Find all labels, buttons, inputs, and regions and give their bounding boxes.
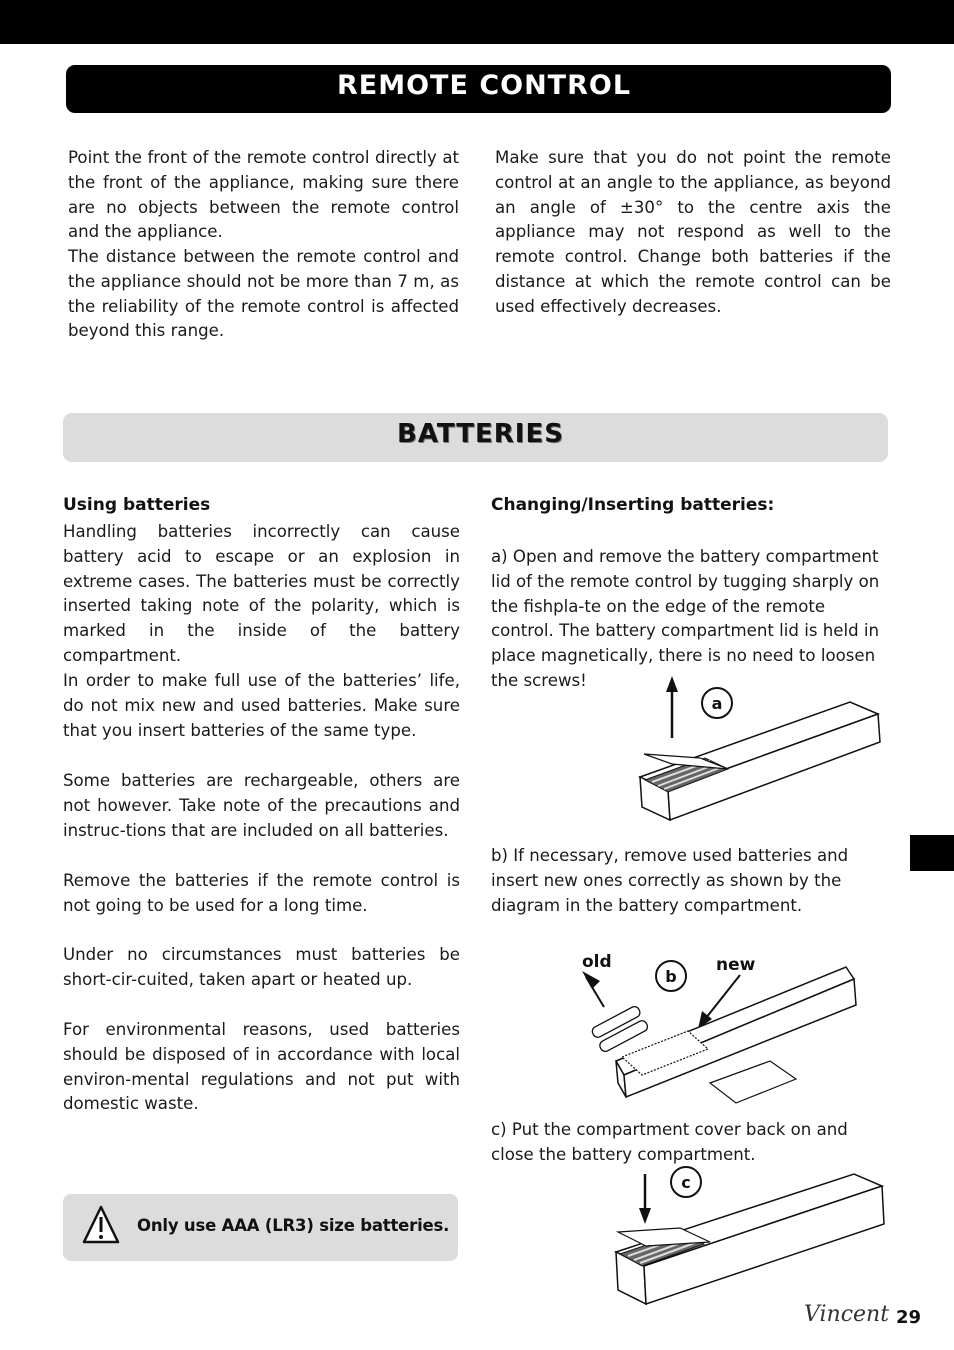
- remote-left-paragraph-2: The distance between the remote control and the appliance should not be more than 7 m, as the reliability of the remote control is affected beyond this range.: [68, 247, 459, 341]
- changing-batteries-heading: Changing/Inserting batteries:: [491, 495, 775, 515]
- section-title-batteries: BATTERIES: [397, 419, 564, 449]
- batteries-banner: [63, 413, 888, 462]
- figure-b-new-label: new: [716, 955, 756, 975]
- brand-logo: Vincent: [804, 1302, 890, 1327]
- step-a-text: a) Open and remove the battery compartment lid of the remote control by tugging sharply on the fishpla-te on the edge of the remote control. The battery compartment lid is held in place magnetically, there is no need to loosen the screws!: [491, 547, 880, 690]
- using-batteries-heading: Using batteries: [63, 495, 211, 515]
- remote-control-banner: [66, 65, 891, 113]
- figure-b-old-label: old: [582, 952, 612, 972]
- section-title-remote-control: REMOTE CONTROL: [337, 70, 632, 101]
- figure-a-remote-open: [600, 672, 890, 832]
- page-number: 29: [896, 1307, 922, 1328]
- using-paragraph-3: Some batteries are rechargeable, others are not however. Take note of the precautions and instruc-tions that are included on all batteries.: [63, 771, 460, 840]
- remote-left-paragraph: Point the front of the remote control directly at the front of the appliance, making sure there are no objects between the remote control and the appliance.: [68, 148, 459, 242]
- figure-c-remote-close: [600, 1162, 890, 1312]
- top-black-bar: [0, 0, 954, 44]
- warning-text: Only use AAA (LR3) size batteries.: [137, 1216, 450, 1235]
- side-tab-marker: [910, 835, 954, 871]
- using-paragraph-6: For environmental reasons, used batteries should be disposed of in accordance with local environ-mental regulations and not put with domestic waste.: [63, 1020, 460, 1114]
- remote-right-paragraph: Make sure that you do not point the remote control at an angle to the appliance, as beyond an angle of ±30° to the centre axis the appliance may not respond as well to the remote control. Change both batteries if the distance at which the remote control can be used effectively decreases.: [495, 148, 891, 316]
- using-paragraph-1: Handling batteries incorrectly can cause battery acid to escape or an explosion in extreme cases. The batteries must be correctly inserted taking note of the polarity, which is marked in the inside of the battery compartment.: [63, 522, 460, 665]
- warning-box: [63, 1194, 458, 1261]
- using-paragraph-5: Under no circumstances must batteries be short-cir-cuited, taken apart or heated up.: [63, 945, 460, 989]
- using-paragraph-2: In order to make full use of the batteries’ life, do not mix new and used batteries. Make sure that you insert batteries of the same type.: [63, 671, 460, 740]
- warning-triangle-icon: [81, 1204, 121, 1246]
- step-c-text: c) Put the compartment cover back on and close the battery compartment.: [491, 1120, 848, 1164]
- figure-b-battery-replace: [560, 945, 860, 1110]
- figure-c-label: c: [681, 1173, 691, 1192]
- figure-b-label: b: [665, 967, 677, 986]
- step-b-text: b) If necessary, remove used batteries and insert new ones correctly as shown by the diagram in the battery compartment.: [491, 846, 849, 915]
- figure-a-label: a: [711, 694, 723, 713]
- using-paragraph-4: Remove the batteries if the remote control is not going to be used for a long time.: [63, 871, 460, 915]
